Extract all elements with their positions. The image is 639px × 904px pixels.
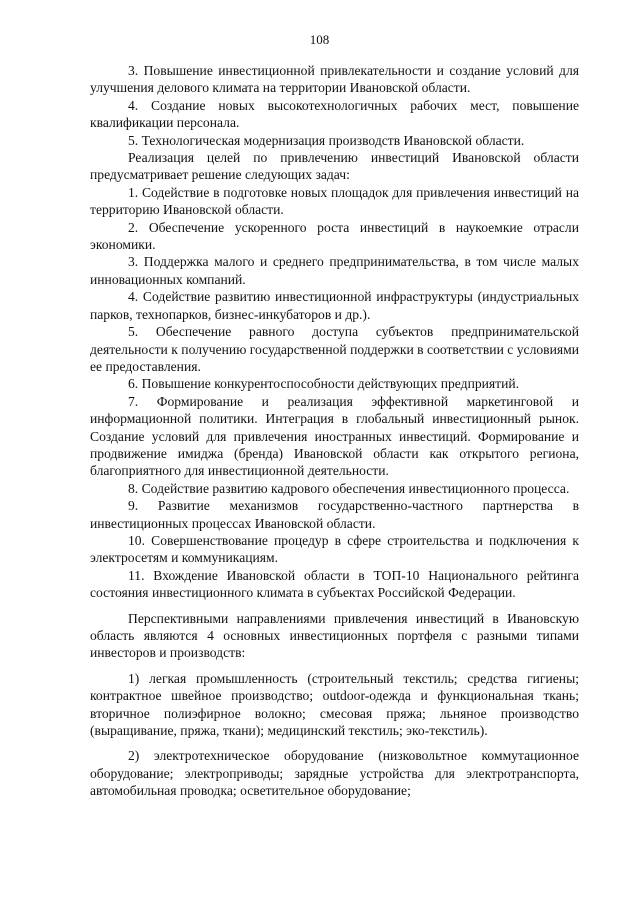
paragraph: 9. Развитие механизмов государственно-частного партнерства в инвестиционных процессах Ивановской области.	[90, 498, 579, 531]
paragraph: 7. Формирование и реализация эффективной маркетинговой и информационной политики. Интеграция в глобальный инвестиционный рынок. Создание условий для привлечения иностранных инвестиций. Формирование и продвижение имиджа (бренда) Ивановской области как открытого региона, благоприятного для инвестиционной деятельности.	[90, 393, 579, 479]
document-body	[90, 62, 579, 800]
page-number: 108	[309, 32, 330, 47]
paragraph: 3. Поддержка малого и среднего предпринимательства, в том числе малых инновационных компаний.	[90, 254, 579, 287]
paragraph: Реализация целей по привлечению инвестиций Ивановской области предусматривает решение следующих задач:	[90, 150, 579, 183]
paragraph: 2. Обеспечение ускоренного роста инвестиций в наукоемкие отрасли экономики.	[90, 219, 579, 253]
paragraph: Перспективными направлениями привлечения инвестиций в Ивановскую область являются 4 основных инвестиционных портфеля с разными типами инвесторов и производств:	[90, 610, 579, 661]
paragraph: 6. Повышение конкурентоспособности действующих предприятий.	[128, 376, 520, 392]
paragraph: 3. Повышение инвестиционной привлекательности и создание условий для улучшения делового климата на территории Ивановской области.	[90, 63, 579, 96]
paragraph: 2) электротехническое оборудование (низковольтное коммутационное оборудование; электроприводы; зарядные устройства для электротранспорта, автомобильная проводка; осветительное оборудование;	[90, 748, 579, 799]
paragraph: 8. Содействие развитию кадрового обеспечения инвестиционного процесса.	[128, 480, 570, 496]
paragraph: 1) легкая промышленность (строительный текстиль; средства гигиены; контрактное швейное производство; outdoor-одежда и функциональная ткань; вторичное полиэфирное волокно; смесовая пряжа; льняное производство (выращивание, пряжа, ткани); медицинский текстиль; эко-текстиль).	[90, 670, 579, 739]
paragraph: 10. Совершенствование процедур в сфере строительства и подключения к электросетям и коммуникациям.	[90, 532, 579, 566]
paragraph: 5. Технологическая модернизация производств Ивановской области.	[128, 132, 525, 148]
paragraph: 5. Обеспечение равного доступа субъектов предпринимательской деятельности к получению государственной поддержки в соответствии с условиями ее предоставления.	[90, 324, 579, 374]
paragraph: 4. Содействие развитию инвестиционной инфраструктуры (индустриальных парков, технопарков, бизнес-инкубаторов и др.).	[90, 289, 579, 322]
paragraph: 11. Вхождение Ивановской области в ТОП-10 Национального рейтинга состояния инвестиционного климата в субъектах Российской Федерации.	[90, 567, 579, 601]
paragraph: 1. Содействие в подготовке новых площадок для привлечения инвестиций на территорию Ивановской области.	[90, 184, 579, 218]
paragraph: 4. Создание новых высокотехнологичных рабочих мест, повышение квалификации персонала.	[90, 97, 579, 131]
